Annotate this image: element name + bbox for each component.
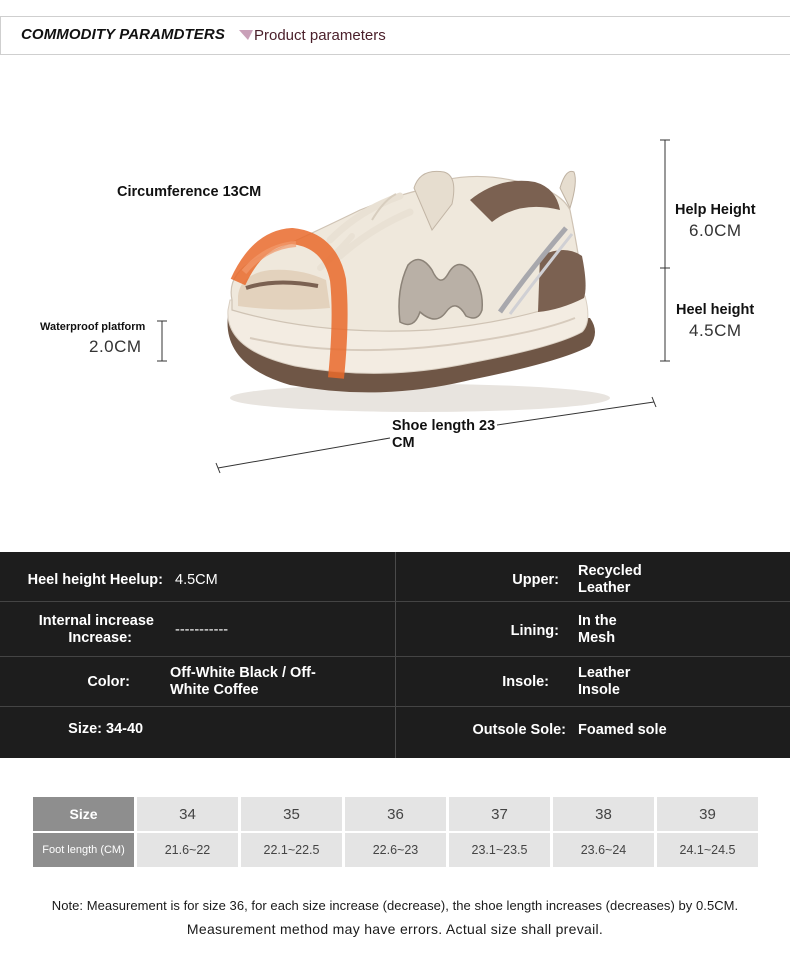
size-cell: 36 bbox=[345, 797, 446, 831]
foot-length-cell: 21.6~22 bbox=[137, 833, 238, 867]
param-key: Increase: bbox=[68, 630, 132, 646]
foot-length-header-cell: Foot length (CM) bbox=[33, 833, 134, 867]
header-title: COMMODITY PARAMDTERS bbox=[21, 26, 225, 43]
platform-label: Waterproof platform bbox=[40, 321, 146, 333]
help-height-value: 6.0CM bbox=[689, 221, 742, 240]
param-key: Heel height Heelup: bbox=[27, 572, 163, 588]
help-height-label: Help Height bbox=[675, 202, 756, 218]
heel-height-value: 4.5CM bbox=[689, 321, 742, 340]
measurement-disclaimer: Measurement method may have errors. Actual size shall prevail. bbox=[186, 921, 604, 937]
param-value: Insole bbox=[578, 682, 620, 698]
size-cell: 39 bbox=[657, 797, 758, 831]
product-figure bbox=[0, 60, 790, 540]
param-value: Mesh bbox=[578, 630, 616, 646]
param-value: In the bbox=[578, 613, 617, 629]
shoe-illustration bbox=[0, 60, 790, 540]
param-value: Foamed sole bbox=[578, 722, 667, 738]
size-cell: 35 bbox=[241, 797, 342, 831]
param-value: Leather bbox=[578, 665, 631, 681]
param-value: Recycled bbox=[578, 563, 642, 579]
foot-length-cell: 23.6~24 bbox=[553, 833, 654, 867]
param-value: White Coffee bbox=[170, 682, 259, 698]
foot-length-cell: 22.6~23 bbox=[345, 833, 446, 867]
size-cell: 34 bbox=[137, 797, 238, 831]
size-table bbox=[33, 797, 758, 867]
foot-length-cell: 22.1~22.5 bbox=[241, 833, 342, 867]
param-value: Off-White Black / Off- bbox=[170, 665, 316, 681]
size-cell: 38 bbox=[553, 797, 654, 831]
param-row bbox=[0, 657, 790, 707]
size-header-cell: Size bbox=[33, 797, 134, 831]
param-key: Lining: bbox=[510, 623, 559, 639]
param-key: Upper: bbox=[512, 572, 559, 588]
param-value: Leather bbox=[578, 580, 631, 596]
param-key: Size: bbox=[68, 721, 102, 737]
param-row bbox=[0, 552, 790, 602]
param-value: ----------- bbox=[175, 622, 229, 638]
shoe-length-unit: CM bbox=[392, 435, 415, 451]
heel-height-label: Heel height bbox=[676, 302, 755, 318]
measurement-note: Note: Measurement is for size 36, for each size increase (decrease), the shoe length increases (decreases) by 0.5CM. bbox=[51, 898, 739, 913]
param-key: Internal increase bbox=[38, 613, 154, 629]
param-key: Color: bbox=[87, 674, 130, 690]
param-value: 4.5CM bbox=[175, 572, 218, 588]
parameters-table bbox=[0, 552, 790, 758]
platform-value: 2.0CM bbox=[89, 337, 142, 356]
param-key: Outsole Sole: bbox=[472, 722, 566, 738]
header-bar bbox=[0, 16, 790, 55]
param-row bbox=[0, 602, 790, 657]
foot-length-cell: 24.1~24.5 bbox=[657, 833, 758, 867]
param-value: 34-40 bbox=[106, 721, 144, 737]
shoe-length-label: Shoe length 23 bbox=[392, 418, 496, 434]
pink-triangle-icon bbox=[239, 28, 253, 42]
header-subtitle: Product parameters bbox=[254, 27, 386, 44]
circumference-label: Circumference 13CM bbox=[117, 184, 262, 200]
param-key: Insole: bbox=[502, 674, 549, 690]
param-row bbox=[0, 707, 790, 758]
size-cell: 37 bbox=[449, 797, 550, 831]
foot-length-cell: 23.1~23.5 bbox=[449, 833, 550, 867]
